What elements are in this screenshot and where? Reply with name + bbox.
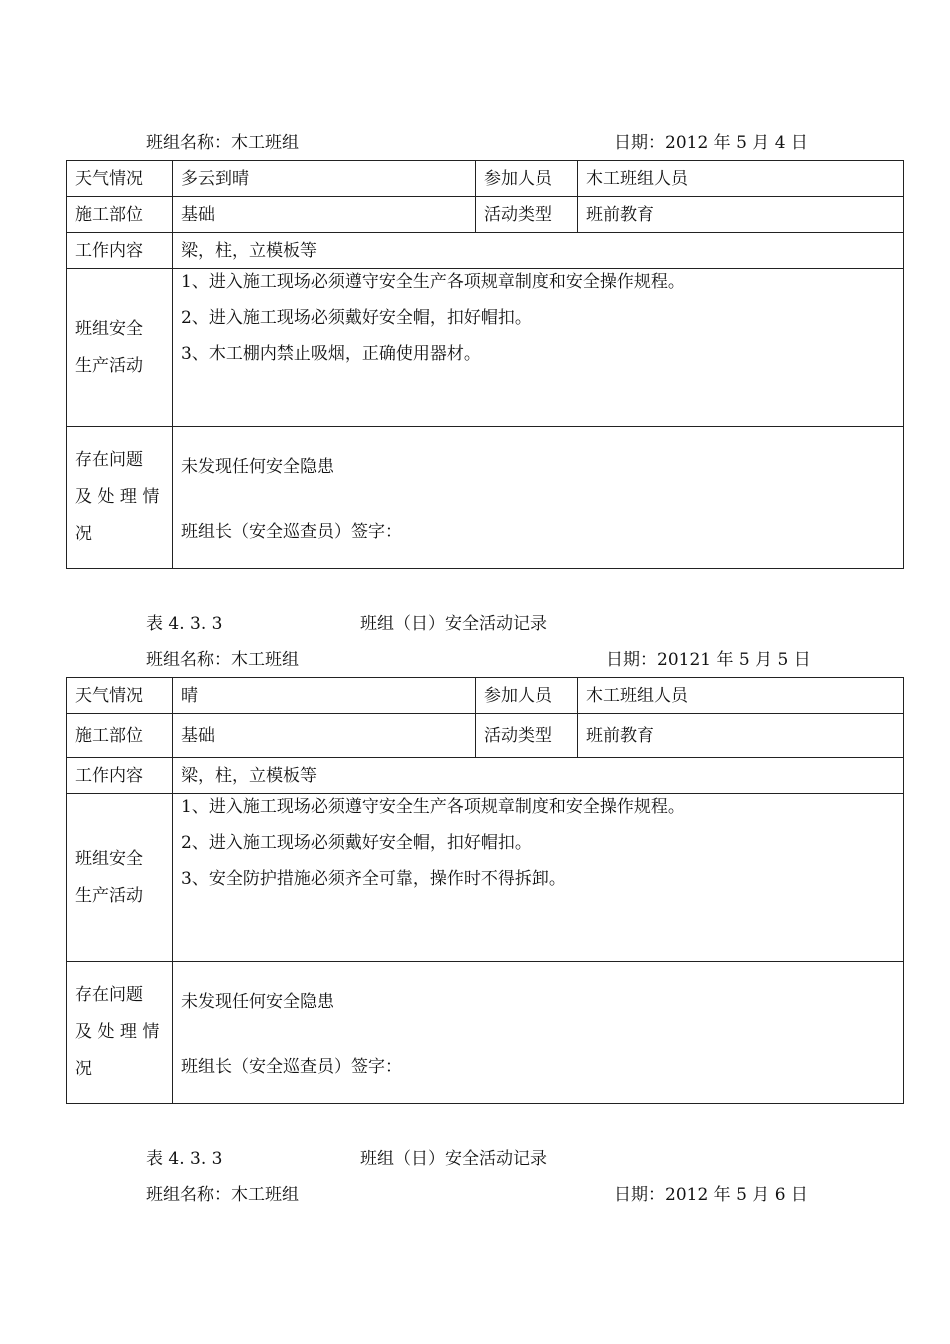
activity-item: 2、进入施工现场必须戴好安全帽，扣好帽扣。 <box>181 308 532 328</box>
safety-record-table <box>66 677 904 1104</box>
safety-activities <box>173 794 904 962</box>
record-date: 日期：2012 年 5 月 4 日 <box>614 133 808 153</box>
issues-cell <box>173 962 904 1104</box>
participants-value: 木工班组人员 <box>578 678 904 714</box>
record-title: 班组（日）安全活动记录 <box>360 1149 547 1169</box>
location-value: 基础 <box>173 197 476 233</box>
activity-type-value: 班前教育 <box>578 714 904 758</box>
issues-value: 未发现任何安全隐患 <box>181 457 334 477</box>
participants-label: 参加人员 <box>476 161 578 197</box>
issues-cell <box>173 427 904 569</box>
record-title: 班组（日）安全活动记录 <box>360 614 547 634</box>
signature-line: 班组长（安全巡查员）签字： <box>181 522 402 542</box>
team-name: 班组名称：木工班组 <box>146 650 299 670</box>
weather-value: 晴 <box>173 678 476 714</box>
issues-label-line: 存在问题 <box>75 450 143 470</box>
table-number: 表 4. 3. 3 <box>146 1149 223 1169</box>
signature-line: 班组长（安全巡查员）签字： <box>181 1057 402 1077</box>
activity-item: 3、木工棚内禁止吸烟，正确使用器材。 <box>181 344 481 364</box>
safety-activity-label <box>67 269 173 427</box>
safety-record-table <box>66 160 904 569</box>
team-name: 班组名称：木工班组 <box>146 1185 299 1205</box>
safety-label-line: 班组安全 <box>75 318 143 339</box>
participants-value: 木工班组人员 <box>578 161 904 197</box>
activity-item: 1、进入施工现场必须遵守安全生产各项规章制度和安全操作规程。 <box>181 272 685 292</box>
location-value: 基础 <box>173 714 476 758</box>
location-label: 施工部位 <box>67 714 173 758</box>
activity-type-label: 活动类型 <box>476 197 578 233</box>
record-date: 日期：20121 年 5 月 5 日 <box>606 650 811 670</box>
safety-label-line: 生产活动 <box>75 355 143 376</box>
table-number: 表 4. 3. 3 <box>146 614 223 634</box>
weather-label: 天气情况 <box>67 161 173 197</box>
location-label: 施工部位 <box>67 197 173 233</box>
work-label: 工作内容 <box>67 758 173 794</box>
activity-item: 3、安全防护措施必须齐全可靠，操作时不得拆卸。 <box>181 869 566 889</box>
participants-label: 参加人员 <box>476 678 578 714</box>
activity-type-value: 班前教育 <box>578 197 904 233</box>
record-date: 日期：2012 年 5 月 6 日 <box>614 1185 808 1205</box>
issues-label-line: 况 <box>75 524 92 544</box>
activity-item: 1、进入施工现场必须遵守安全生产各项规章制度和安全操作规程。 <box>181 797 685 817</box>
work-label: 工作内容 <box>67 233 173 269</box>
weather-value: 多云到晴 <box>173 161 476 197</box>
safety-label-line: 班组安全 <box>75 848 143 869</box>
issues-value: 未发现任何安全隐患 <box>181 992 334 1012</box>
issues-label-line: 及处理情 <box>75 1022 165 1042</box>
activity-type-label: 活动类型 <box>476 714 578 758</box>
issues-label <box>67 962 173 1104</box>
work-value: 梁，柱，立模板等 <box>173 758 904 794</box>
activity-item: 2、进入施工现场必须戴好安全帽，扣好帽扣。 <box>181 833 532 853</box>
safety-label-line: 生产活动 <box>75 885 143 906</box>
work-value: 梁，柱，立模板等 <box>173 233 904 269</box>
safety-activity-label <box>67 794 173 962</box>
issues-label <box>67 427 173 569</box>
team-name: 班组名称：木工班组 <box>146 133 299 153</box>
issues-label-line: 及处理情 <box>75 487 165 507</box>
issues-label-line: 况 <box>75 1059 92 1079</box>
issues-label-line: 存在问题 <box>75 985 143 1005</box>
weather-label: 天气情况 <box>67 678 173 714</box>
safety-activities <box>173 269 904 427</box>
